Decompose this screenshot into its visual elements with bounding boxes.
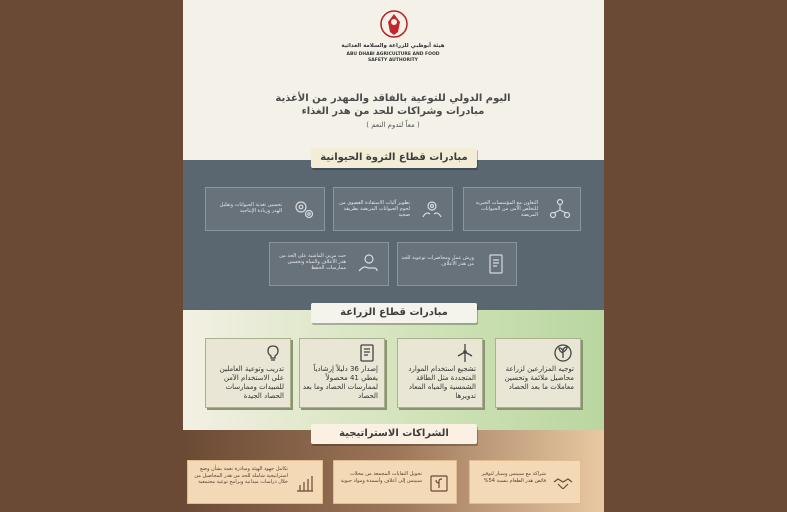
chart-icon xyxy=(294,472,316,494)
infographic-sheet xyxy=(183,0,604,512)
book-icon xyxy=(484,252,508,276)
org-name-english-line1: ABU DHABI AGRICULTURE AND FOOD xyxy=(346,52,440,57)
livestock-card-1-text: التعاون مع المؤسسات الخيرية للتخلص الآمن من الحيوانات المريضة xyxy=(475,200,538,218)
livestock-card-2 xyxy=(333,187,453,231)
title-slogan: ( معاً لتدوم النعم ) xyxy=(366,121,420,129)
falcon-emblem-icon xyxy=(380,8,408,40)
gears-icon xyxy=(292,197,316,221)
agriculture-card-1 xyxy=(495,338,581,408)
livestock-card-3 xyxy=(205,187,325,231)
network-people-icon xyxy=(548,197,572,221)
agriculture-card-4 xyxy=(205,338,291,408)
partnership-card-1 xyxy=(469,460,581,504)
partnership-card-2 xyxy=(333,460,457,504)
livestock-card-3-text: تحسين تغذية الحيوانات وتقليل الهدر وزيادة الإنتاجية xyxy=(219,202,282,214)
guide-book-icon xyxy=(357,343,377,363)
handshake-icon xyxy=(552,472,574,494)
livestock-card-4-text: ورش عمل ومحاضرات توعوية للحد من هدر الأعلاف xyxy=(401,255,474,267)
livestock-section xyxy=(183,160,604,310)
recycle-box-icon xyxy=(428,472,450,494)
livestock-card-5 xyxy=(269,242,389,286)
agriculture-card-2-text: تشجيع استخدام الموارد المتجددة مثل الطاقة الشمسية والمياه المعاد تدويرها xyxy=(408,365,476,400)
livestock-card-4 xyxy=(397,242,517,286)
agriculture-card-3 xyxy=(299,338,385,408)
agriculture-heading: مبادرات قطاع الزراعة xyxy=(311,303,477,323)
partnership-card-3-text: تكامل جهود الهيئة ومبادرة نعمة بشأن وضع استراتيجية شاملة للحد من هدر المحاصيل من خلال دراسات ميدانية وبرامج توعية مجتمعية xyxy=(194,466,288,485)
agriculture-card-2 xyxy=(397,338,483,408)
agriculture-section xyxy=(183,310,604,430)
partnerships-heading: الشراكات الاستراتيجية xyxy=(311,424,477,444)
agriculture-card-1-text: توجيه المزارعين لزراعة محاصيل ملائمة وتحسين معاملات ما بعد الحصاد xyxy=(504,365,574,391)
partnership-card-3 xyxy=(187,460,323,504)
livestock-card-5-text: حث مربي الماشية على الحد من هدر الأعلاف والمياه وتحسين ممارسات الحفظ xyxy=(279,253,346,271)
title-line1: اليوم الدولي للتوعية بالفاقد والمهدر من الأغذية xyxy=(275,93,511,104)
partnership-card-2-text: تحويل النفايات المجمعة من محلات سبينس إلى أعلاف وأسمدة ومواد حيوية xyxy=(340,471,422,484)
org-name-english xyxy=(333,52,453,64)
hands-gear-icon xyxy=(420,197,444,221)
title-line2: مبادرات وشراكات للحد من هدر الغذاء xyxy=(301,106,485,117)
agriculture-card-3-text: إصدار 36 دليلاً إرشادياً يغطي 41 محصولاً لممارسات الحصاد وما بعد الحصاد xyxy=(302,365,378,400)
plant-circle-icon xyxy=(553,343,573,363)
hand-money-icon xyxy=(356,252,380,276)
livestock-card-2-text: تطوير آليات الاستفادة القصوى من لحوم الحيوانات المريضة بطريقة صحية xyxy=(339,200,410,218)
org-name-english-line2: SAFETY AUTHORITY xyxy=(368,58,418,63)
livestock-heading: مبادرات قطاع الثروة الحيوانية xyxy=(311,148,477,168)
partnership-card-1-text: شراكة مع سبينس وسبار لتوفير فائض هدر الطعام بنسبة 54% xyxy=(481,471,546,484)
lightbulb-icon xyxy=(263,343,283,363)
agriculture-card-4-text: تدريب وتوعية العاملين على الاستخدام الآمن للمبيدات وممارسات الحصاد الجيدة xyxy=(219,365,284,400)
wind-turbine-icon xyxy=(455,343,475,363)
org-name-arabic: هيئة أبوظبي للزراعة والسلامة الغذائية xyxy=(341,43,445,49)
livestock-card-1 xyxy=(463,187,581,231)
